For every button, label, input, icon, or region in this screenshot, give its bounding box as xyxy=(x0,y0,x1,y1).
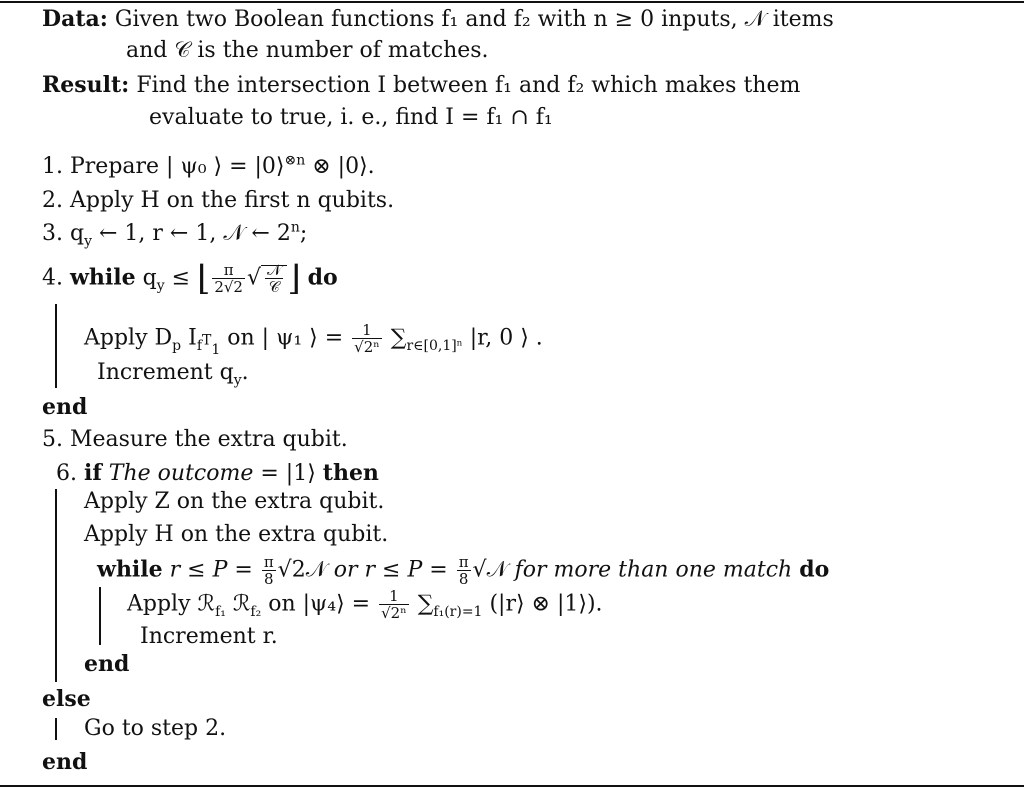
step-3-sub: y xyxy=(84,233,92,250)
loop-2-end: (|r⟩ ⊗ |1⟩). xyxy=(482,591,603,617)
sqrt-N-over-C xyxy=(261,261,287,296)
step-6-cond: The outcome xyxy=(101,461,254,486)
loop-2-rest: on |ψ₄⟩ = xyxy=(261,591,378,617)
loop-2-f2: f₂ xyxy=(250,603,262,620)
frac-N-C xyxy=(265,262,283,295)
step-2 xyxy=(42,186,394,216)
then-line-2 xyxy=(84,520,388,550)
step-1-text: 1. Prepare | ψ₀ ⟩ = |0⟩ xyxy=(42,154,285,179)
data-text-2: and 𝒞 is the number of matches. xyxy=(126,38,489,63)
result-text-2: evaluate to true, i. e., find I = f₁ ∩ f₁ xyxy=(149,105,553,130)
else: else xyxy=(42,686,91,712)
loop-1-bar xyxy=(55,304,57,388)
loop-1-rest: on | ψ₁ ⟩ = xyxy=(220,325,351,351)
data-line-2 xyxy=(126,36,489,66)
step-3-text: 3. q xyxy=(42,221,85,246)
while-2-cond-b: √2𝒩 xyxy=(277,557,327,583)
frac-num: π xyxy=(212,262,245,279)
frac-num: 1 xyxy=(352,322,382,339)
while-2-cond-a: r ≤ P = xyxy=(162,557,260,583)
loop-1-sub xyxy=(196,332,221,358)
loop-2-R2: ℛ xyxy=(225,591,251,617)
result-label: Result: xyxy=(42,72,130,98)
frac-den: √2ⁿ xyxy=(381,604,407,622)
step-4-sub: y xyxy=(156,277,165,294)
step-3-sup: n xyxy=(290,219,300,236)
step-4-cond: q xyxy=(135,265,157,291)
end-3: end xyxy=(42,749,88,775)
loop-1-line-2 xyxy=(97,358,249,388)
loop-1-line-1 xyxy=(84,321,543,358)
while-2-or: or xyxy=(326,557,365,583)
frac-den: 8 xyxy=(263,570,274,588)
loop-2-sum: ∑ xyxy=(410,591,434,617)
step-3-tail: ← 1, r ← 1, 𝒩 ← 2 xyxy=(92,221,291,246)
frac-den: 𝒞 xyxy=(268,278,280,296)
loop-1-increment-sub: y xyxy=(233,372,242,389)
loop-1-end: |r, 0 ⟩ . xyxy=(462,325,543,351)
data-label: Data: xyxy=(42,6,108,32)
frac-1-root2n xyxy=(352,322,382,355)
frac-num: 𝒩 xyxy=(267,261,282,279)
then-line-1-text: Apply Z on the extra qubit. xyxy=(84,489,385,514)
loop-2-line-1 xyxy=(127,588,603,621)
loop-2-sum-sub: f₁(r)=1 xyxy=(433,603,483,620)
result-line-2 xyxy=(149,103,553,133)
loop-1-sum-sub: r∈[0,1]ⁿ xyxy=(406,337,463,354)
frac-num: π xyxy=(458,553,469,571)
else-line xyxy=(84,714,226,744)
while-2-cond-d: √𝒩 xyxy=(472,557,508,583)
loop-2-line-2 xyxy=(140,622,278,652)
step-5 xyxy=(42,425,348,455)
bottom-rule xyxy=(0,785,1024,787)
loop-1-f: f xyxy=(196,337,202,354)
then-line-1 xyxy=(84,487,384,517)
keyword-then: then xyxy=(322,460,379,486)
loop-2-apply: Apply ℛ xyxy=(127,591,216,617)
keyword-while: while xyxy=(69,264,136,291)
top-rule xyxy=(0,1,1024,3)
then-line-2-text: Apply H on the extra qubit. xyxy=(84,522,389,547)
frac-den: 2√2 xyxy=(214,278,243,296)
end-1: end xyxy=(42,394,88,420)
else-line-text: Go to step 2. xyxy=(84,716,227,741)
end-2: end xyxy=(84,651,130,677)
frac-num: 1 xyxy=(379,588,409,605)
loop-1-increment: Increment q xyxy=(97,360,234,385)
while-2-for: for more than one match xyxy=(507,557,800,583)
step-1 xyxy=(42,152,375,182)
loop-1-1: 1 xyxy=(211,341,221,358)
step-1-sup: ⊗n xyxy=(284,152,306,169)
result-line-1 xyxy=(42,70,800,101)
floor-left: ⌊ xyxy=(197,258,211,299)
step-3 xyxy=(42,219,307,249)
data-text-1: Given two Boolean functions f₁ and f₂ with n ≥ 0 inputs, 𝒩 items xyxy=(114,7,834,32)
loop-2-increment: Increment r. xyxy=(140,624,278,649)
step-5-text: 5. Measure the extra qubit. xyxy=(42,427,348,452)
frac-den: 8 xyxy=(458,570,469,588)
result-text-1: Find the intersection I between f₁ and f₂ which makes them xyxy=(136,73,801,98)
floor-right: ⌋ xyxy=(287,258,301,299)
while-2 xyxy=(97,554,829,587)
step-1-tail: ⊗ |0⟩. xyxy=(305,154,375,179)
keyword-do: do xyxy=(307,264,338,291)
then-bar xyxy=(55,489,57,682)
keyword-while-2: while xyxy=(97,556,163,583)
step-6 xyxy=(56,458,379,489)
loop-2-f1: f₁ xyxy=(215,603,226,620)
step-3-end: ; xyxy=(299,221,308,246)
loop-1-i: I xyxy=(181,325,197,351)
step-4: 4. while $q_y$ ≤ ⌊ $\frac{\pi}{2√2}$ √ $\frac{\text{𝒩}}{\text{𝒞}}$ ⌋ do xyxy=(42,258,338,299)
keyword-do-2: do xyxy=(799,556,830,583)
step-2-text: 2. Apply H on the first n qubits. xyxy=(42,188,395,213)
frac-den: √2ⁿ xyxy=(354,338,380,356)
step-6-num: 6. xyxy=(56,461,84,486)
loop-1-p: p xyxy=(172,337,182,354)
frac-pi-8-a xyxy=(262,554,276,587)
loop-1-apply: Apply D xyxy=(84,325,173,351)
step-4-le: ≤ xyxy=(164,265,198,291)
keyword-if: if xyxy=(83,460,102,486)
loop-1-sum: ∑ xyxy=(383,325,407,351)
loop-1-increment-end: . xyxy=(241,360,249,385)
data-line-1 xyxy=(42,4,834,35)
while-2-cond-c: r ≤ P = xyxy=(364,557,455,583)
loop-1-T: T xyxy=(202,332,212,349)
step-4-num: 4. xyxy=(42,265,70,291)
loop-2-bar xyxy=(99,587,101,645)
frac-1-root2n-b xyxy=(379,588,409,621)
else-bar xyxy=(55,718,57,740)
frac-pi-8-b xyxy=(457,554,471,587)
frac-pi-2root2 xyxy=(212,262,245,295)
frac-num: π xyxy=(263,553,274,571)
step-6-eq: = |1⟩ xyxy=(253,461,323,486)
